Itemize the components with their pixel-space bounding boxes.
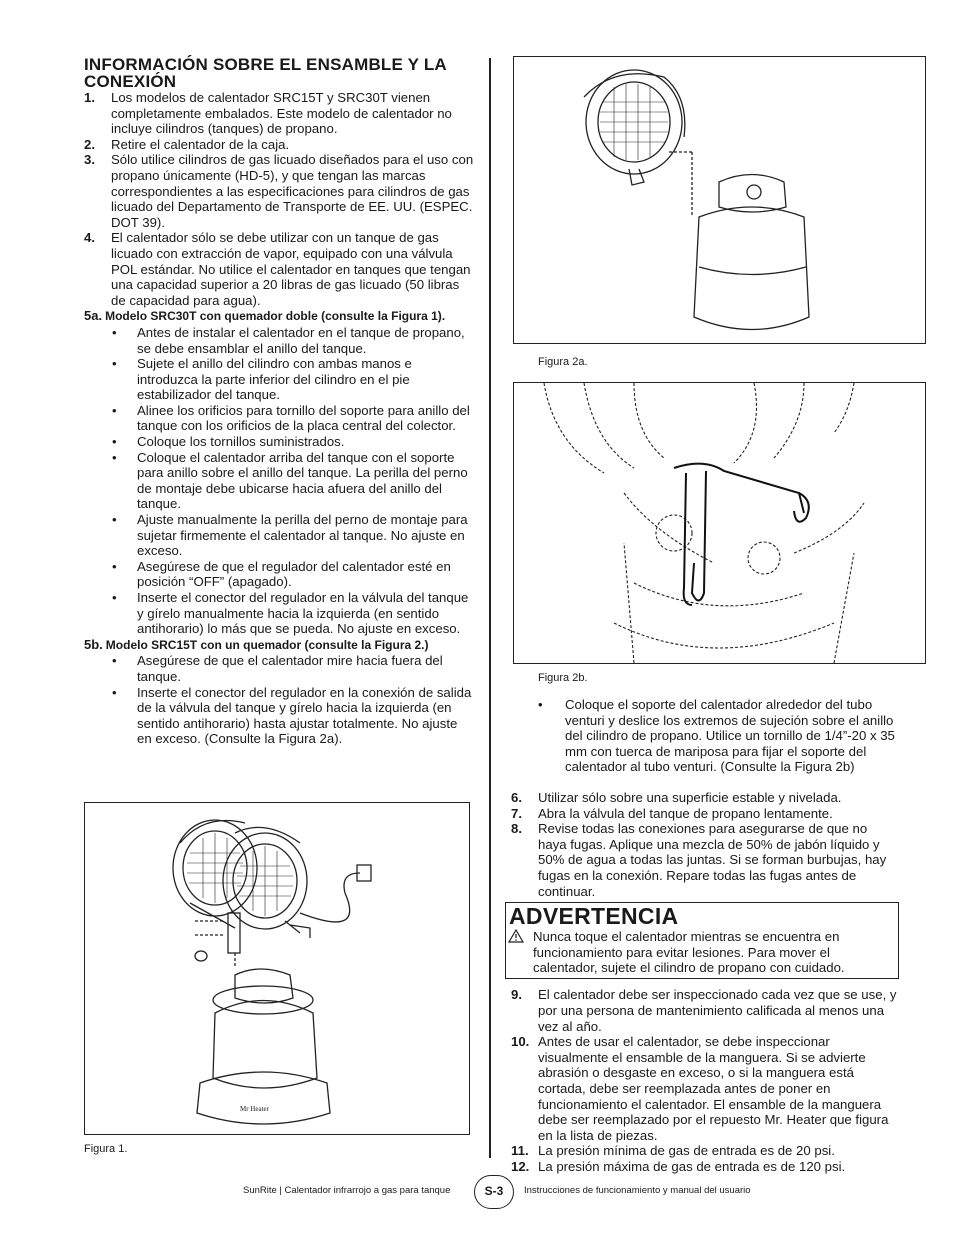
step-5a-heading [84, 308, 474, 325]
step-5b-tag: 5b. [84, 636, 103, 652]
step-text: Utilizar sólo sobre una superficie estable y nivelada. [538, 789, 842, 805]
step-5a-title: Modelo SRC30T con quemador doble (consulte la Figura 1). [105, 309, 446, 324]
bullet-text: Antes de instalar el calentador en el tanque de propano, se debe ensamblar el anillo del tanque. [137, 324, 465, 356]
step-item [511, 1034, 899, 1143]
bullet-item [84, 559, 474, 590]
bullet-text: Sujete el anillo del cilindro con ambas manos e introduzca la parte inferior del cilindro en el pie estabilizador del tanque. [137, 356, 412, 403]
step-text: Los modelos de calentador SRC15T y SRC30T vienen completamente embalados. Este modelo de calentador no incluye cilindros (tanques) de propano. [111, 90, 452, 137]
step-item [84, 90, 474, 137]
step-item [511, 790, 899, 806]
step-5a-bullets [84, 325, 474, 637]
step-text: El calentador sólo se debe utilizar con un tanque de gas licuado con extracción de vapor, equipado con una válvula POL estándar. No utilice el calentador en tanques que tengan una capacidad superior a 20 libras de gas licuado (50 libras de capacidad para agua). [111, 230, 471, 308]
step-number: 1. [84, 90, 95, 105]
bullet-dot: • [112, 434, 117, 450]
figure-1 [84, 802, 470, 1135]
heater-bracket-detail-illustration [514, 383, 925, 663]
step-number: 9. [511, 987, 522, 1003]
bullet-dot: • [112, 590, 117, 605]
step-number: 7. [511, 805, 522, 821]
step-item [511, 1143, 899, 1159]
bullet-item [84, 356, 474, 403]
step-text: Abra la válvula del tanque de propano lentamente. [538, 805, 833, 821]
warning-title: ADVERTENCIA [509, 903, 679, 930]
step-item [511, 1159, 899, 1175]
bullet-dot: • [112, 684, 117, 700]
step-item [511, 987, 899, 1034]
step-5b-bullets [84, 653, 474, 747]
bullet-item [84, 512, 474, 559]
bullet-text: Ajuste manualmente la perilla del perno de montaje para sujetar firmemente el calentador al tanque. No ajuste en exceso. [137, 512, 468, 559]
step-item [84, 137, 474, 153]
bullet-text: Inserte el conector del regulador en la válvula del tanque y gírelo manualmente hacia la izquierda (en sentido antihorario) lo más que se pueda. No ajuste en exceso. [137, 590, 469, 637]
bullet-dot: • [112, 558, 117, 574]
bullet-text: Asegúrese de que el calentador mire hacia fuera del tanque. [137, 653, 443, 684]
warning-text: Nunca toque el calentador mientras se encuentra en funcionamiento para evitar lesiones. Para mover el calentador, sujete el cilindro de propano con cuidado. [533, 929, 845, 975]
section-title: INFORMACIÓN SOBRE EL ENSAMBLE Y LA CONEXIÓN [84, 55, 447, 91]
bracket-bullet-text: Coloque el soporte del calentador alrededor del tubo venturi y deslice los extremos de sujeción sobre el anillo del cilindro de propano. Utilice un tornillo de 1/4”-20 x 35 mm con tuerca de mariposa para fijar el soporte del calentador al tubo venturi. (Consulte la Figura 2b) [565, 697, 895, 775]
step-number: 12. [511, 1158, 530, 1174]
step-text: La presión mínima de gas de entrada es de 20 psi. [538, 1143, 835, 1159]
bullet-text: Coloque el calentador arriba del tanque con el soporte para anillo sobre el anillo del tanque. La perilla del perno de montaje debe ubicarse hacia afuera del anillo del tanque. [137, 449, 468, 512]
left-column [84, 56, 474, 747]
figure-2a-caption: Figura 2a. [538, 356, 588, 368]
bullet-item [84, 590, 474, 637]
step-text: Revise todas las conexiones para asegurarse de que no haya fugas. Aplique una mezcla de 50% de jabón líquido y 50% de agua a todas las juntas. Si se forman burbujas, hay fugas en la conexión. Repare todas las fugas antes de continuar. [538, 821, 887, 899]
bullet-dot: • [112, 449, 117, 465]
bullet-item [84, 325, 474, 356]
warning-body [533, 929, 890, 975]
dual-burner-heater-illustration [85, 803, 469, 1134]
bullet-text: Inserte el conector del regulador en la conexión de salida de la válvula del tanque y gírelo hacia la izquierda (en sentido antihorario) hasta ajustar totalmente. No ajuste en exceso. (Consulte la Figura 2a). [137, 684, 472, 747]
step-text: Antes de usar el calentador, se debe inspeccionar visualmente el ensamble de la manguera. Si se advierte abrasión o desgaste en exceso, o si la manguera está cortada, debe ser reemplazada antes de poner en funcionamiento el calentador. El ensamble de la manguera debe ser reemplazado por el repuesto Mr. Heater que figura en la lista de piezas. [538, 1034, 889, 1143]
figure-1-caption: Figura 1. [84, 1143, 128, 1155]
single-burner-heater-illustration [514, 57, 925, 343]
warning-box [505, 902, 899, 979]
footer-right-text: Instrucciones de funcionamiento y manual del usuario [524, 1185, 751, 1196]
steps-list-right-a [511, 790, 899, 899]
step-number: 11. [511, 1143, 529, 1159]
step-number: 3. [84, 152, 95, 168]
step-number: 10. [511, 1034, 530, 1050]
step-text: La presión máxima de gas de entrada es de 120 psi. [538, 1158, 846, 1174]
figure-2b [513, 382, 926, 664]
step-item [84, 152, 474, 230]
bullet-text: Asegúrese de que el regulador del calentador esté en posición “OFF” (apagado). [137, 558, 451, 590]
footer-left-text: SunRite | Calentador infrarrojo a gas para tanque [243, 1185, 451, 1196]
bullet-item [84, 653, 474, 684]
warning-triangle-icon [508, 929, 524, 946]
step-5a-tag: 5a. [84, 308, 103, 324]
figure-2b-caption: Figura 2b. [538, 672, 588, 684]
column-divider [489, 58, 491, 1158]
brand-mark: Mr Heater [240, 1105, 269, 1113]
bullet-item [84, 403, 474, 434]
step-text: Sólo utilice cilindros de gas licuado diseñados para el uso con propano únicamente (HD-5), y que tengan las marcas correspondientes a las especificaciones para cilindros de gas licuado del Departamento de Transporte de EE. UU. (ESPEC. DOT 39). [111, 152, 474, 230]
step-number: 8. [511, 821, 522, 837]
step-number: 2. [84, 136, 95, 152]
bullet-dot: • [112, 402, 117, 418]
step-text: El calentador debe ser inspeccionado cada vez que se use, y por una persona de mantenimiento calificada al menos una vez al año. [538, 987, 897, 1034]
bullet-dot: • [112, 324, 117, 340]
right-column [511, 697, 899, 1174]
bullet-text: Coloque los tornillos suministrados. [137, 434, 345, 450]
bullet-dot: • [112, 653, 117, 669]
bullet-item [84, 450, 474, 512]
bullet-item [84, 434, 474, 450]
figure-2a [513, 56, 926, 344]
bullet-dot: • [112, 356, 117, 372]
steps-list [84, 90, 474, 308]
step-text: Retire el calentador de la caja. [111, 136, 290, 152]
bullet-text: Alinee los orificios para tornillo del soporte para anillo del tanque con los orificios de la placa central del colector. [137, 402, 470, 434]
steps-list-right-b [511, 987, 899, 1174]
bracket-bullet [511, 697, 899, 775]
page-number: S-3 [474, 1175, 514, 1209]
step-5b-heading [84, 637, 474, 654]
step-number: 4. [84, 230, 95, 246]
step-item [511, 806, 899, 822]
bullet-item [84, 685, 474, 747]
step-5b-title: Modelo SRC15T con un quemador (consulte la Figura 2.) [105, 637, 429, 652]
step-item [84, 230, 474, 308]
bullet-dot: • [538, 697, 543, 712]
bullet-dot: • [112, 512, 117, 528]
step-number: 6. [511, 789, 522, 805]
step-item [511, 821, 899, 899]
